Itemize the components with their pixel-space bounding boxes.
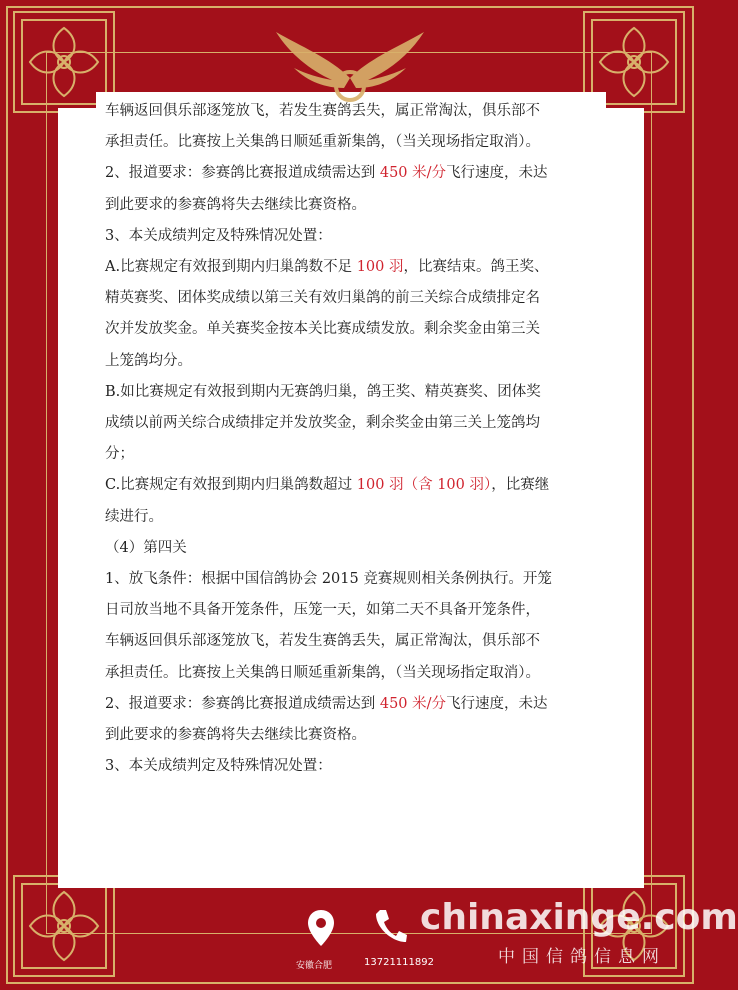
document-body — [105, 96, 605, 782]
text-segment: 飞行速度，未达 — [446, 165, 548, 182]
text-segment: 承担责任。比赛按上关集鸽日顺延重新集鸽，（当关现场指定取消）。 — [105, 134, 540, 151]
watermark-site-name: 中国信鸽信息网 — [498, 947, 666, 967]
text-segment: A.比赛规定有效报到期内归巢鸽数不足 — [105, 259, 357, 276]
text-line — [105, 658, 605, 689]
text-line — [105, 408, 605, 439]
text-segment: ，比赛继 — [491, 477, 550, 494]
text-line — [105, 314, 605, 345]
text-segment: 3、本关成绩判定及特殊情况处置： — [105, 758, 332, 775]
text-line — [105, 626, 605, 657]
text-segment: 2、报道要求：参赛鸽比赛报道成绩需达到 — [105, 695, 380, 712]
text-segment: （4）第四关 — [105, 539, 187, 556]
text-segment: 到此要求的参赛鸽将失去继续比赛资格。 — [105, 727, 366, 744]
text-line — [105, 283, 605, 314]
highlight-value: 450 米/分 — [379, 165, 447, 182]
highlight-value: 100 羽（含 100 羽） — [356, 477, 492, 494]
location-pin-icon — [306, 908, 336, 948]
text-line — [105, 190, 605, 221]
phone-icon — [372, 906, 408, 946]
highlight-value: 450 米/分 — [379, 695, 447, 712]
text-segment: 飞行速度，未达 — [446, 695, 548, 712]
text-segment: 精英赛奖、团体奖成绩以第三关有效归巢鸽的前三关综合成绩排定名 — [105, 290, 540, 307]
text-segment: 次并发放奖金。单关赛奖金按本关比赛成绩发放。剩余奖金由第三关 — [105, 321, 540, 338]
text-segment: B.如比赛规定有效报到期内无赛鸽归巢，鸽王奖、精英赛奖、团体奖 — [105, 383, 541, 400]
text-line — [105, 346, 605, 377]
text-segment: 3、本关成绩判定及特殊情况处置： — [105, 227, 332, 244]
text-line — [105, 502, 605, 533]
text-line — [105, 564, 605, 595]
text-segment: 承担责任。比赛按上关集鸽日顺延重新集鸽，（当关现场指定取消）。 — [105, 664, 540, 681]
text-segment: 续进行。 — [105, 508, 163, 525]
text-segment: 日司放当地不具备开笼条件，压笼一天，如第二天不具备开笼条件， — [105, 602, 540, 619]
text-line — [105, 470, 605, 501]
text-line — [105, 96, 605, 127]
text-segment: 车辆返回俱乐部逐笼放飞，若发生赛鸽丢失，属正常淘汰，俱乐部不 — [105, 633, 540, 650]
text-line — [105, 439, 605, 470]
text-segment: C.比赛规定有效报到期内归巢鸽数超过 — [105, 477, 357, 494]
text-segment: 分； — [105, 446, 134, 463]
text-line — [105, 751, 605, 782]
text-segment: ，比赛结束。鸽王奖、 — [403, 259, 549, 276]
watermark-domain: chinaxinge.com — [420, 897, 738, 938]
footer-location: 安徽合肥 — [296, 961, 333, 971]
text-line — [105, 533, 605, 564]
text-line — [105, 595, 605, 626]
text-segment: 到此要求的参赛鸽将失去继续比赛资格。 — [105, 196, 366, 213]
text-line — [105, 127, 605, 158]
text-line — [105, 689, 605, 720]
text-segment: 1、放飞条件：根据中国信鸽协会 2015 竞赛规则相关条例执行。开笼 — [105, 571, 552, 588]
footer-phone: 13721111892 — [364, 957, 434, 968]
text-segment: 成绩以前两关综合成绩排定并发放奖金，剩余奖金由第三关上笼鸽均 — [105, 415, 540, 432]
text-segment: 车辆返回俱乐部逐笼放飞，若发生赛鸽丢失，属正常淘汰，俱乐部不 — [105, 103, 540, 119]
text-segment: 上笼鸽均分。 — [105, 352, 192, 369]
text-segment: 2、报道要求：参赛鸽比赛报道成绩需达到 — [105, 165, 380, 182]
text-line — [105, 377, 605, 408]
text-line — [105, 158, 605, 189]
text-line — [105, 720, 605, 751]
highlight-value: 100 羽 — [356, 259, 404, 276]
text-line — [105, 221, 605, 252]
text-line — [105, 252, 605, 283]
